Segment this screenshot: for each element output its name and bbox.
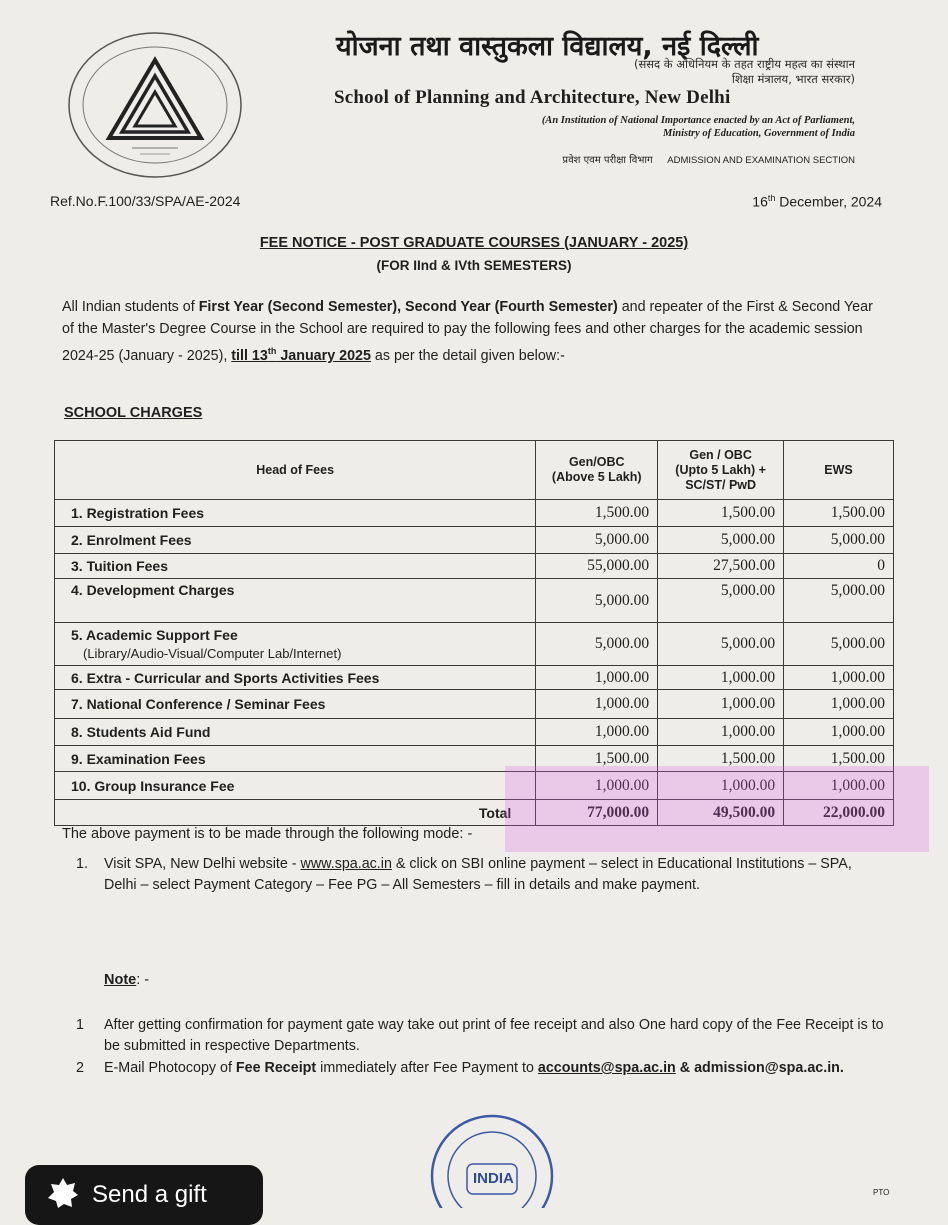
accounts-email-link[interactable]: accounts@spa.ac.in — [537, 1060, 676, 1076]
fee-name: 4. Development Charges — [55, 579, 536, 623]
fee-value: 1,000.00 — [784, 719, 894, 746]
intro-paragraph: All Indian students of First Year (Second Semester), Second Year (Fourth Semester) and repeater of the First & Second Year of the Master's Degree Course in the School are required to pay the following fees and other charges for the academic session 2024-25 (January - 2025), till 13th January 2025 as per the detail given below:- — [62, 299, 873, 364]
fee-value: 1,000.00 — [658, 690, 784, 719]
fee-name: 8. Students Aid Fund — [55, 719, 536, 746]
fee-value: 5,000.00 — [784, 579, 894, 623]
fee-value: 5,000.00 — [658, 527, 784, 554]
send-gift-button[interactable] — [25, 1165, 263, 1225]
fee-value: 5,000.00 — [536, 623, 658, 666]
fee-value: 1,000.00 — [536, 772, 658, 800]
section-line — [562, 152, 855, 166]
fee-name: 2. Enrolment Fees — [55, 527, 536, 554]
fee-value: 1,000.00 — [658, 772, 784, 800]
fee-value: 0 — [784, 554, 894, 579]
fee-value: 1,000.00 — [536, 690, 658, 719]
fee-value: 5,000.00 — [536, 527, 658, 554]
fee-value: 1,000.00 — [658, 719, 784, 746]
col-head-of-fees: Head of Fees — [55, 441, 536, 500]
table-row — [55, 719, 894, 746]
table-header-row — [55, 441, 894, 500]
total-label: Total — [55, 800, 536, 826]
table-row — [55, 772, 894, 800]
fee-value: 5,000.00 — [658, 623, 784, 666]
table-row — [55, 579, 894, 623]
fee-value: 1,500.00 — [536, 746, 658, 772]
fee-name: 3. Tuition Fees — [55, 554, 536, 579]
fee-name: 5. Academic Support Fee (Library/Audio-Visual/Computer Lab/Internet) — [55, 623, 536, 666]
table-row — [55, 554, 894, 579]
fee-value: 1,000.00 — [536, 719, 658, 746]
institute-subtitle-hindi-1: (संसद के अधिनियम के तहत राष्ट्रीय महत्व का संस्थान — [633, 57, 855, 71]
total-value: 77,000.00 — [536, 800, 658, 826]
fee-value: 1,000.00 — [784, 690, 894, 719]
fee-name: 9. Examination Fees — [55, 746, 536, 772]
notice-subtitle: (FOR IInd & IVth SEMESTERS) — [376, 258, 572, 273]
fee-value: 5,000.00 — [536, 579, 658, 623]
institute-title-hindi: योजना तथा वास्तुकला विद्यालय, नई दिल्ली — [336, 31, 759, 62]
fee-value: 1,500.00 — [536, 500, 658, 527]
gift-star-icon — [47, 1177, 79, 1209]
institute-subtitle-english-2: Ministry of Education, Government of India — [663, 128, 855, 139]
fee-value: 1,500.00 — [784, 500, 894, 527]
col-gen-obc-above: Gen/OBC (Above 5 Lakh) — [536, 441, 658, 500]
payment-intro: The above payment is to be made through the following mode: - — [62, 826, 473, 842]
institute-seal — [427, 1108, 557, 1208]
institute-subtitle-hindi-2: शिक्षा मंत्रालय, भारत सरकार) — [731, 72, 855, 86]
table-row — [55, 746, 894, 772]
fee-value: 1,500.00 — [658, 500, 784, 527]
fee-value: 27,500.00 — [658, 554, 784, 579]
table-row — [55, 623, 894, 666]
total-value: 49,500.00 — [658, 800, 784, 826]
fee-name: 10. Group Insurance Fee — [55, 772, 536, 800]
pto-label: PTO — [873, 1188, 890, 1197]
col-gen-obc-upto: Gen / OBC (Upto 5 Lakh) + SC/ST/ PwD — [658, 441, 784, 500]
seal-icon — [427, 1108, 557, 1208]
note-heading: Note: - — [104, 972, 150, 988]
table-total-row — [55, 800, 894, 826]
total-value: 22,000.00 — [784, 800, 894, 826]
section-english: ADMISSION AND EXAMINATION SECTION — [667, 155, 855, 166]
fee-value: 1,500.00 — [658, 746, 784, 772]
notice-title: FEE NOTICE - POST GRADUATE COURSES (JANUARY - 2025) — [259, 235, 689, 251]
reference-number: Ref.No.F.100/33/SPA/AE-2024 — [50, 193, 241, 209]
fee-value: 55,000.00 — [536, 554, 658, 579]
fees-table — [54, 440, 894, 826]
table-row — [55, 527, 894, 554]
school-charges-heading: SCHOOL CHARGES — [64, 405, 203, 421]
col-ews: EWS — [784, 441, 894, 500]
section-hindi: प्रवेश एवम परीक्षा विभाग — [562, 155, 653, 166]
fee-value: 1,000.00 — [784, 666, 894, 690]
fee-name: 6. Extra - Curricular and Sports Activities Fees — [55, 666, 536, 690]
fee-name: 1. Registration Fees — [55, 500, 536, 527]
institute-title-english: School of Planning and Architecture, New Delhi — [334, 87, 731, 108]
table-row — [55, 666, 894, 690]
fee-value: 1,000.00 — [536, 666, 658, 690]
notice-date: 16th December, 2024 — [752, 193, 882, 210]
fee-name: 7. National Conference / Seminar Fees — [55, 690, 536, 719]
table-row — [55, 500, 894, 527]
fee-value: 5,000.00 — [784, 527, 894, 554]
fee-value: 1,000.00 — [784, 772, 894, 800]
fee-value: 1,000.00 — [658, 666, 784, 690]
fee-value: 5,000.00 — [784, 623, 894, 666]
fee-value: 1,500.00 — [784, 746, 894, 772]
spa-website-link[interactable]: www.spa.ac.in — [300, 856, 392, 872]
institute-subtitle-english-1: (An Institution of National Importance enacted by an Act of Parliament, — [541, 115, 855, 126]
seal-label: INDIA — [473, 1170, 514, 1187]
send-gift-label: Send a gift — [92, 1181, 207, 1208]
table-row — [55, 690, 894, 719]
spa-logo — [66, 30, 244, 180]
fee-value: 5,000.00 — [658, 579, 784, 623]
